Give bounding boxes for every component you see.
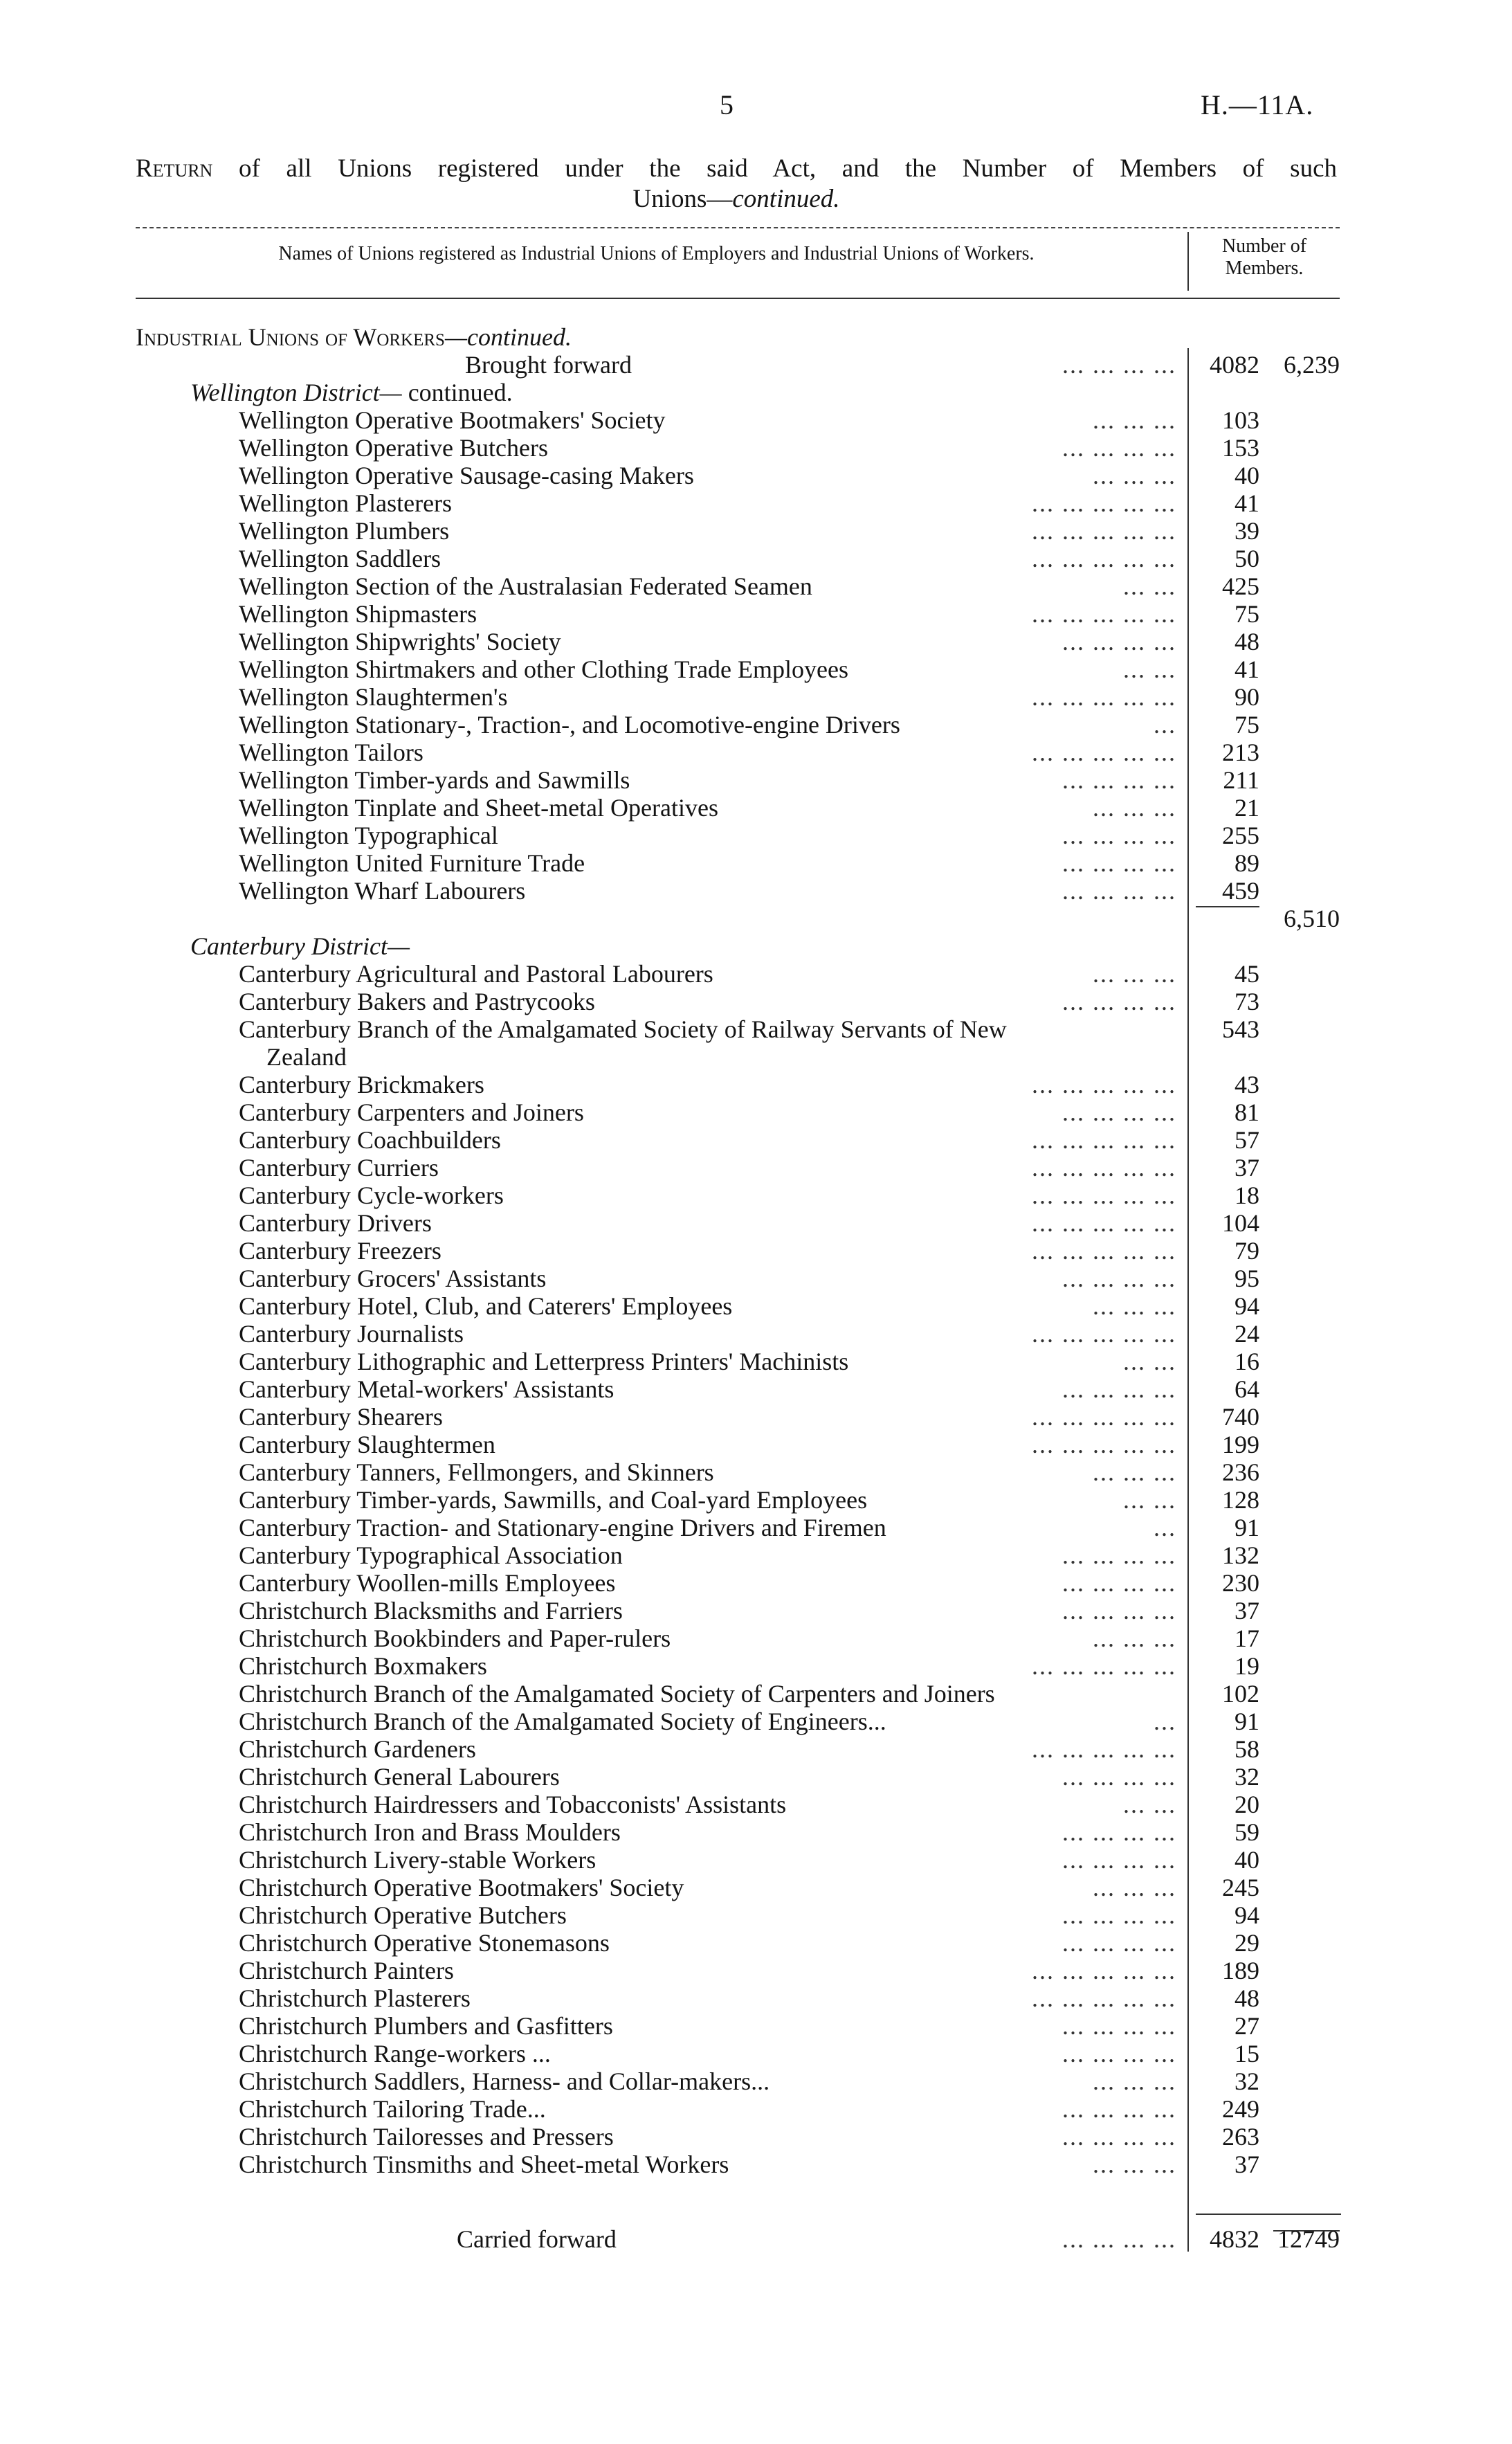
member-count: 95 <box>1235 1265 1259 1292</box>
union-name: Canterbury Metal-workers' Assistants <box>239 1375 614 1403</box>
member-count: 57 <box>1235 1126 1259 1154</box>
union-name: Christchurch Iron and Brass Moulders <box>239 1818 621 1846</box>
leader-dots: ... ... ... ... <box>1062 434 1176 462</box>
union-row <box>0 1624 1512 1652</box>
leader-dots: ... ... ... ... ... <box>1032 1735 1176 1763</box>
page-number: 5 <box>720 89 734 120</box>
union-row <box>0 1791 1512 1818</box>
union-name: Christchurch Range-workers ... <box>239 2040 551 2067</box>
union-name: Christchurch Tailoresses and Pressers <box>239 2123 614 2151</box>
union-row <box>0 711 1512 739</box>
member-count: 40 <box>1235 1846 1259 1874</box>
union-name: Wellington Plasterers <box>239 489 453 517</box>
union-row <box>0 1265 1512 1292</box>
union-name: Wellington Section of the Australasian Federated Seamen <box>239 572 812 600</box>
union-row <box>0 739 1512 766</box>
union-name: Canterbury Woollen-mills Employees <box>239 1569 616 1597</box>
return-title-lead: Return <box>136 154 213 183</box>
leader-dots: ... ... ... ... <box>1062 2012 1176 2040</box>
member-count: 94 <box>1235 1292 1259 1320</box>
union-name: Canterbury Freezers <box>239 1237 441 1265</box>
member-count: 425 <box>1222 572 1259 600</box>
leader-dots: ... ... ... ... ... <box>1032 1403 1176 1431</box>
member-count: 236 <box>1222 1458 1259 1486</box>
union-name: Christchurch Tailoring Trade... <box>239 2095 546 2123</box>
union-row <box>0 628 1512 655</box>
leader-dots: ... ... ... ... <box>1062 1901 1176 1929</box>
member-count: 103 <box>1222 406 1259 434</box>
union-name: Canterbury Cycle-workers <box>239 1182 504 1209</box>
district-subtotal-row <box>0 905 1512 932</box>
union-row <box>0 1735 1512 1763</box>
union-name-continuation <box>0 1043 1512 1071</box>
leader-dots: ... ... ... ... ... <box>1032 1154 1176 1182</box>
member-count: 27 <box>1235 2012 1259 2040</box>
union-name: Wellington Stationary-, Traction-, and Locomotive-engine Drivers <box>239 711 900 739</box>
union-name: Wellington Timber-yards and Sawmills <box>239 766 630 794</box>
carried-forward-row <box>0 2225 1512 2253</box>
union-name: Canterbury Drivers <box>239 1209 432 1237</box>
member-count: 15 <box>1235 2040 1259 2067</box>
leader-dots: ... ... ... ... ... <box>1032 1984 1176 2012</box>
union-name: Christchurch Plumbers and Gasfitters <box>239 2012 613 2040</box>
column-header-names: Names of Unions registered as Industrial Unions of Employers and Industrial Unions of Workers. <box>278 243 1035 264</box>
leader-dots: ... ... <box>1123 1486 1176 1514</box>
leader-dots: ... ... ... ... <box>1062 988 1176 1015</box>
union-table <box>0 323 1512 2253</box>
leader-dots: ... ... ... ... <box>1062 1375 1176 1403</box>
member-count: 90 <box>1235 683 1259 711</box>
member-count: 255 <box>1222 822 1259 849</box>
union-name: Christchurch Operative Bootmakers' Society <box>239 1874 684 1901</box>
leader-dots: ... ... ... ... <box>1062 628 1176 655</box>
union-row <box>0 434 1512 462</box>
leader-dots: ... ... <box>1123 1348 1176 1375</box>
leader-dots: ... ... ... ... ... <box>1032 517 1176 545</box>
member-count: 199 <box>1222 1431 1259 1458</box>
union-row <box>0 849 1512 877</box>
leader-dots: ... <box>1154 1708 1176 1735</box>
member-count: 20 <box>1235 1791 1259 1818</box>
leader-dots: ... ... ... ... ... <box>1032 739 1176 766</box>
union-row <box>0 1763 1512 1791</box>
leader-dots: ... ... ... ... ... <box>1032 545 1176 572</box>
member-count: 128 <box>1222 1486 1259 1514</box>
section-heading <box>0 323 1512 351</box>
member-count: 40 <box>1235 462 1259 489</box>
union-row <box>0 1071 1512 1098</box>
union-name: Christchurch Livery-stable Workers <box>239 1846 596 1874</box>
union-row <box>0 1514 1512 1541</box>
union-row <box>0 988 1512 1015</box>
union-name: Christchurch Blacksmiths and Farriers <box>239 1597 623 1624</box>
leader-dots: ... ... ... ... <box>1062 1541 1176 1569</box>
leader-dots: ... ... ... <box>1093 1624 1176 1652</box>
union-row <box>0 1957 1512 1984</box>
union-name: Christchurch Tinsmiths and Sheet-metal Workers <box>239 2151 729 2178</box>
member-count: 32 <box>1235 1763 1259 1791</box>
union-row <box>0 406 1512 434</box>
leader-dots: ... <box>1154 1514 1176 1541</box>
leader-dots: ... ... ... <box>1093 462 1176 489</box>
member-count: 18 <box>1235 1182 1259 1209</box>
carried-forward-label: Carried forward <box>457 2225 617 2253</box>
union-row <box>0 2040 1512 2067</box>
union-row <box>0 1597 1512 1624</box>
member-count: 73 <box>1235 988 1259 1015</box>
leader-dots: ... ... ... ... ... <box>1032 1652 1176 1680</box>
member-count: 459 <box>1222 877 1259 905</box>
brought-forward-members: 4082 <box>1210 351 1259 379</box>
member-count: 81 <box>1235 1098 1259 1126</box>
union-row <box>0 2151 1512 2178</box>
member-count: 64 <box>1235 1375 1259 1403</box>
leader-dots: ... ... <box>1123 572 1176 600</box>
union-name: Wellington Shipwrights' Society <box>239 628 561 655</box>
union-name: Wellington Typographical <box>239 822 498 849</box>
union-name: Wellington Slaughtermen's <box>239 683 508 711</box>
union-name: Wellington Wharf Labourers <box>239 877 526 905</box>
union-row <box>0 1458 1512 1486</box>
leader-dots: ... ... ... ... <box>1062 849 1176 877</box>
member-count: 104 <box>1222 1209 1259 1237</box>
union-row <box>0 683 1512 711</box>
union-row <box>0 1403 1512 1431</box>
member-count: 59 <box>1235 1818 1259 1846</box>
member-count: 29 <box>1235 1929 1259 1957</box>
union-name: Canterbury Branch of the Amalgamated Society of Railway Servants of New <box>239 1015 1007 1043</box>
union-row <box>0 794 1512 822</box>
union-row <box>0 1375 1512 1403</box>
union-row <box>0 1984 1512 2012</box>
return-title-line2-plain: Unions— <box>632 185 733 213</box>
union-row <box>0 1874 1512 1901</box>
member-count: 102 <box>1222 1680 1259 1708</box>
return-title <box>136 154 1337 184</box>
union-row <box>0 1320 1512 1348</box>
member-count: 41 <box>1235 655 1259 683</box>
union-row <box>0 960 1512 988</box>
union-name: Christchurch Boxmakers <box>239 1652 487 1680</box>
member-count: 50 <box>1235 545 1259 572</box>
leader-dots: ... ... ... ... <box>1062 1098 1176 1126</box>
leader-dots: ... ... <box>1123 655 1176 683</box>
leader-dots: ... ... ... ... <box>1062 1929 1176 1957</box>
union-row <box>0 766 1512 794</box>
union-name: Canterbury Timber-yards, Sawmills, and Coal-yard Employees <box>239 1486 868 1514</box>
union-row <box>0 1652 1512 1680</box>
leader-dots: ... ... ... ... <box>1062 2095 1176 2123</box>
leader-dots: ... ... ... ... <box>1062 351 1176 379</box>
union-row <box>0 1541 1512 1569</box>
member-count: 91 <box>1235 1514 1259 1541</box>
union-name: Wellington Operative Bootmakers' Society <box>239 406 666 434</box>
closing-rule-total <box>1273 2230 1340 2232</box>
leader-dots: ... ... ... <box>1093 1458 1176 1486</box>
union-row <box>0 1098 1512 1126</box>
leader-dots: ... ... ... <box>1093 1292 1176 1320</box>
union-name-continued: Zealand <box>266 1043 347 1071</box>
leader-dots: ... ... ... ... <box>1062 1818 1176 1846</box>
district-heading-text <box>190 379 513 406</box>
union-row <box>0 572 1512 600</box>
leader-dots: ... ... ... ... <box>1062 2040 1176 2067</box>
union-name: Wellington Plumbers <box>239 517 450 545</box>
union-name: Christchurch Painters <box>239 1957 454 1984</box>
union-name: Wellington Tinplate and Sheet-metal Operatives <box>239 794 718 822</box>
leader-dots: ... ... ... ... ... <box>1032 1071 1176 1098</box>
leader-dots: ... ... ... ... <box>1062 1763 1176 1791</box>
member-count: 740 <box>1222 1403 1259 1431</box>
union-row <box>0 1182 1512 1209</box>
union-name: Christchurch Gardeners <box>239 1735 476 1763</box>
union-name: Wellington Saddlers <box>239 545 441 572</box>
union-row <box>0 600 1512 628</box>
brought-forward-total: 6,239 <box>1284 351 1340 379</box>
leader-dots: ... ... ... ... <box>1062 766 1176 794</box>
member-count: 91 <box>1235 1708 1259 1735</box>
union-name: Christchurch Operative Butchers <box>239 1901 567 1929</box>
union-row <box>0 2095 1512 2123</box>
leader-dots: ... ... ... ... <box>1062 877 1176 905</box>
leader-dots: ... ... ... ... <box>1062 1597 1176 1624</box>
leader-dots: ... ... ... ... <box>1062 1265 1176 1292</box>
section-heading-caps: Industrial Unions of Workers <box>136 323 445 351</box>
union-name: Christchurch Hairdressers and Tobacconists' Assistants <box>239 1791 787 1818</box>
union-name: Canterbury Bakers and Pastrycooks <box>239 988 595 1015</box>
member-count: 45 <box>1235 960 1259 988</box>
union-name: Canterbury Coachbuilders <box>239 1126 501 1154</box>
leader-dots: ... ... ... <box>1093 2067 1176 2095</box>
member-count: 211 <box>1223 766 1259 794</box>
leader-dots: ... ... ... <box>1093 1874 1176 1901</box>
union-row <box>0 2123 1512 2151</box>
union-row <box>0 545 1512 572</box>
member-count: 245 <box>1222 1874 1259 1901</box>
member-count: 37 <box>1235 2151 1259 2178</box>
union-row <box>0 1486 1512 1514</box>
member-count: 41 <box>1235 489 1259 517</box>
leader-dots: ... ... ... ... ... <box>1032 683 1176 711</box>
union-name: Canterbury Brickmakers <box>239 1071 484 1098</box>
member-count: 48 <box>1235 1984 1259 2012</box>
union-name: Wellington United Furniture Trade <box>239 849 585 877</box>
leader-dots: ... ... ... ... ... <box>1032 600 1176 628</box>
union-row <box>0 877 1512 905</box>
member-count: 263 <box>1222 2123 1259 2151</box>
leader-dots: ... ... ... ... ... <box>1032 1182 1176 1209</box>
union-row <box>0 1292 1512 1320</box>
union-row <box>0 1929 1512 1957</box>
member-count: 543 <box>1222 1015 1259 1043</box>
union-row <box>0 1015 1512 1043</box>
union-name: Canterbury Agricultural and Pastoral Labourers <box>239 960 713 988</box>
union-row <box>0 1209 1512 1237</box>
leader-dots: ... ... ... ... ... <box>1032 1209 1176 1237</box>
leader-dots: ... ... ... <box>1093 960 1176 988</box>
union-row <box>0 1901 1512 1929</box>
member-count: 132 <box>1222 1541 1259 1569</box>
union-row <box>0 1126 1512 1154</box>
member-count: 19 <box>1235 1652 1259 1680</box>
spacer <box>0 2178 1512 2225</box>
member-count: 213 <box>1222 739 1259 766</box>
union-name: Christchurch Branch of the Amalgamated Society of Engineers... <box>239 1708 886 1735</box>
union-name: Canterbury Shearers <box>239 1403 443 1431</box>
union-name: Christchurch Bookbinders and Paper-rulers <box>239 1624 671 1652</box>
union-row <box>0 1431 1512 1458</box>
union-name: Canterbury Tanners, Fellmongers, and Skinners <box>239 1458 714 1486</box>
union-row <box>0 1680 1512 1708</box>
district-name: Wellington District— <box>190 379 402 406</box>
union-name: Canterbury Grocers' Assistants <box>239 1265 547 1292</box>
union-name: Christchurch Branch of the Amalgamated Society of Carpenters and Joiners <box>239 1680 995 1708</box>
member-count: 37 <box>1235 1597 1259 1624</box>
union-name: Canterbury Typographical Association <box>239 1541 623 1569</box>
member-count: 37 <box>1235 1154 1259 1182</box>
district-heading <box>0 932 1512 960</box>
header-bottom-rule <box>136 298 1340 299</box>
leader-dots: ... ... ... ... ... <box>1032 1126 1176 1154</box>
union-name: Canterbury Carpenters and Joiners <box>239 1098 584 1126</box>
union-name: Wellington Shirtmakers and other Clothing Trade Employees <box>239 655 848 683</box>
brought-forward-label: Brought forward <box>465 351 632 379</box>
union-name: Christchurch Saddlers, Harness- and Collar-makers... <box>239 2067 770 2095</box>
union-row <box>0 462 1512 489</box>
header-top-rule <box>136 227 1340 228</box>
district-heading <box>0 379 1512 406</box>
leader-dots: ... ... ... ... ... <box>1032 1237 1176 1265</box>
leader-dots: ... ... ... ... <box>1062 2225 1176 2253</box>
leader-dots: ... ... ... ... ... <box>1032 489 1176 517</box>
member-count: 32 <box>1235 2067 1259 2095</box>
member-count: 58 <box>1235 1735 1259 1763</box>
column-header-number <box>1189 235 1340 280</box>
member-count: 249 <box>1222 2095 1259 2123</box>
leader-dots: ... ... ... ... <box>1062 2123 1176 2151</box>
union-name: Canterbury Journalists <box>239 1320 464 1348</box>
member-count: 89 <box>1235 849 1259 877</box>
union-name: Wellington Operative Sausage-casing Makers <box>239 462 694 489</box>
member-count: 230 <box>1222 1569 1259 1597</box>
union-name: Christchurch Operative Stonemasons <box>239 1929 610 1957</box>
leader-dots: ... ... ... ... <box>1062 822 1176 849</box>
carried-forward-members: 4832 <box>1210 2225 1259 2253</box>
member-count: 16 <box>1235 1348 1259 1375</box>
leader-dots: ... ... ... ... ... <box>1032 1957 1176 1984</box>
union-row <box>0 489 1512 517</box>
union-row <box>0 1846 1512 1874</box>
union-row <box>0 1708 1512 1735</box>
leader-dots: ... ... <box>1123 1791 1176 1818</box>
member-count: 21 <box>1235 794 1259 822</box>
union-name: Canterbury Slaughtermen <box>239 1431 495 1458</box>
member-count: 75 <box>1235 600 1259 628</box>
subtotal-rule <box>1196 906 1259 907</box>
return-title-rest: of all Unions registered under the said Act, and the Number of Members of such <box>212 154 1337 183</box>
document-reference: H.—11A. <box>1201 89 1314 120</box>
member-count: 79 <box>1235 1237 1259 1265</box>
member-count: 39 <box>1235 517 1259 545</box>
leader-dots: ... ... ... ... ... <box>1032 1431 1176 1458</box>
member-count: 189 <box>1222 1957 1259 1984</box>
member-count: 153 <box>1222 434 1259 462</box>
member-count: 17 <box>1235 1624 1259 1652</box>
union-row <box>0 517 1512 545</box>
leader-dots: ... ... ... ... <box>1062 1846 1176 1874</box>
leader-dots: ... ... ... ... ... <box>1032 1320 1176 1348</box>
leader-dots: ... ... ... <box>1093 406 1176 434</box>
union-row <box>0 2012 1512 2040</box>
member-count: 75 <box>1235 711 1259 739</box>
closing-rule <box>1196 2214 1341 2215</box>
union-name: Christchurch General Labourers <box>239 1763 560 1791</box>
column-header-number-line2: Members. <box>1225 257 1304 279</box>
union-name: Wellington Operative Butchers <box>239 434 548 462</box>
union-name: Canterbury Lithographic and Letterpress Printers' Machinists <box>239 1348 849 1375</box>
district-name: Canterbury District— <box>190 932 410 960</box>
brought-forward-row <box>0 351 1512 379</box>
section-heading-italic: —continued. <box>444 323 572 351</box>
member-count: 24 <box>1235 1320 1259 1348</box>
union-name: Wellington Shipmasters <box>239 600 477 628</box>
union-row <box>0 2067 1512 2095</box>
union-name: Christchurch Plasterers <box>239 1984 471 2012</box>
union-row <box>0 1237 1512 1265</box>
member-count: 94 <box>1235 1901 1259 1929</box>
union-row <box>0 655 1512 683</box>
leader-dots: ... ... ... ... <box>1062 1569 1176 1597</box>
union-row <box>0 1348 1512 1375</box>
carried-forward-total: 12749 <box>1277 2225 1340 2253</box>
union-row <box>0 1818 1512 1846</box>
union-name: Canterbury Curriers <box>239 1154 439 1182</box>
return-title-line2 <box>136 184 1337 215</box>
union-row <box>0 1154 1512 1182</box>
return-title-line2-italic: continued. <box>732 185 840 213</box>
section-heading-text <box>136 323 572 351</box>
district-subtotal: 6,510 <box>1284 905 1340 932</box>
union-name: Wellington Tailors <box>239 739 423 766</box>
district-heading-text <box>190 932 410 960</box>
leader-dots: ... <box>1154 711 1176 739</box>
number-column-divider <box>1187 348 1189 2252</box>
column-header-number-line1: Number of <box>1221 235 1307 257</box>
union-name: Canterbury Traction- and Stationary-engine Drivers and Firemen <box>239 1514 886 1541</box>
leader-dots: ... ... ... <box>1093 2151 1176 2178</box>
leader-dots: ... ... ... <box>1093 794 1176 822</box>
union-row <box>0 822 1512 849</box>
member-count: 48 <box>1235 628 1259 655</box>
district-suffix: continued. <box>401 379 513 406</box>
member-count: 43 <box>1235 1071 1259 1098</box>
union-name: Canterbury Hotel, Club, and Caterers' Employees <box>239 1292 733 1320</box>
union-row <box>0 1569 1512 1597</box>
